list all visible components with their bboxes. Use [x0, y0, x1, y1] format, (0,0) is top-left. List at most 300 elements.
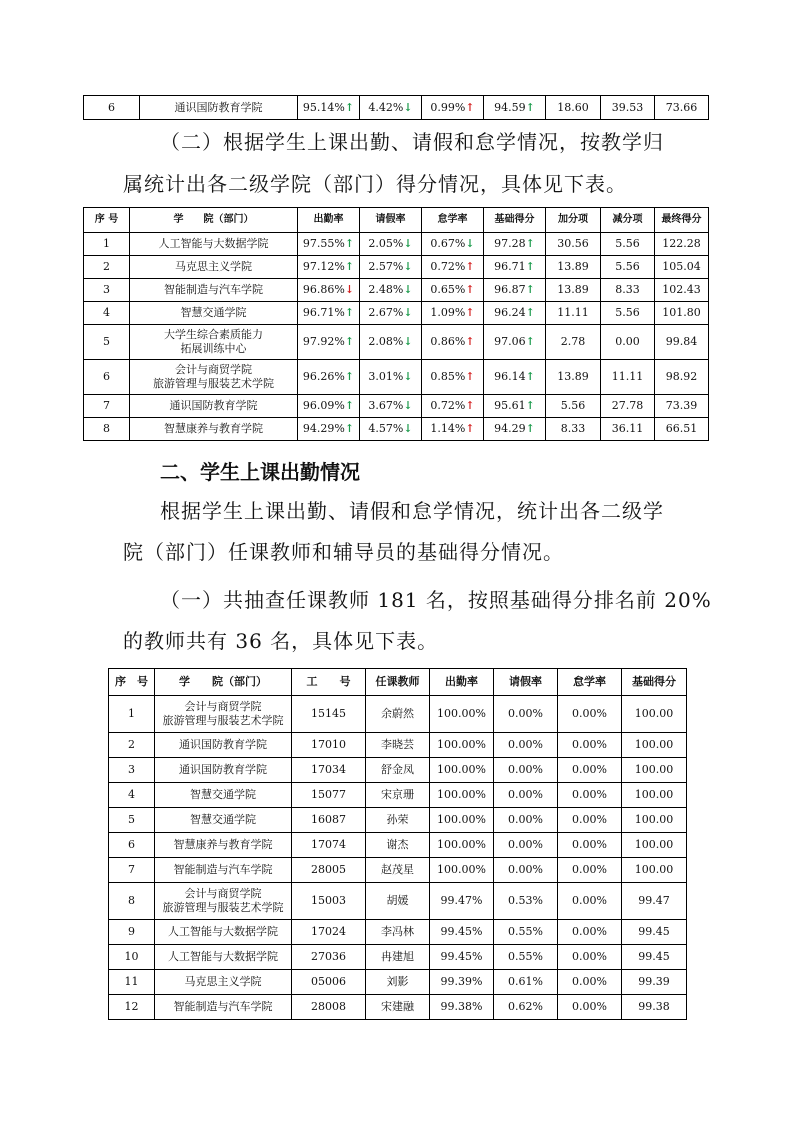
table-header-row	[84, 208, 709, 233]
teacher-name: 宋建融	[381, 1000, 414, 1014]
staff-id: 15077	[311, 788, 346, 802]
row-attend	[298, 325, 360, 360]
college-name: 通识国防教育学院	[169, 399, 258, 413]
row-base	[484, 302, 546, 325]
row-no	[109, 920, 155, 945]
college-name-line2: 拓展训练中心	[180, 342, 247, 355]
staff-id: 15003	[311, 894, 346, 908]
base-value: 99.39	[638, 975, 670, 989]
leave-value: 0.00%	[508, 788, 543, 802]
column-header: 学 院（部门）	[130, 208, 298, 233]
college-name: 通识国防教育学院	[179, 738, 267, 752]
staff-id: 17010	[311, 738, 346, 752]
truant-value: 0.65%	[430, 283, 466, 297]
arrow-up-icon: ↑	[525, 399, 535, 413]
teacher-name: 李晓芸	[381, 738, 414, 752]
row-id	[292, 808, 366, 833]
attend-value: 100.00%	[437, 707, 486, 721]
row-final	[655, 233, 709, 256]
attend-value: 97.92%	[302, 335, 345, 349]
row-leave	[494, 733, 558, 758]
truant-value: 0.72%	[430, 399, 466, 413]
minus-value: 5.56	[615, 260, 640, 274]
row-final: 73.66	[655, 96, 709, 120]
row-teacher	[366, 920, 430, 945]
row-leave	[494, 783, 558, 808]
row-base	[484, 395, 546, 418]
row-attend	[430, 783, 494, 808]
row-truant	[422, 395, 484, 418]
leave-value: 2.57%	[368, 260, 404, 274]
arrow-up-icon: ↑	[525, 335, 535, 349]
college-name: 人工智能与大数据学院	[168, 925, 278, 939]
final-value: 73.39	[665, 399, 698, 413]
college-name: 会计与商贸学院	[175, 363, 252, 377]
table-row	[109, 758, 687, 783]
column-header: 减分项	[601, 208, 655, 233]
base-value: 96.87	[494, 283, 526, 297]
row-leave	[494, 995, 558, 1020]
arrow-up-icon: ↑	[525, 283, 535, 297]
row-base	[484, 360, 546, 395]
table-row	[109, 733, 687, 758]
row-id	[292, 995, 366, 1020]
row-college	[155, 970, 292, 995]
base-value: 100.00	[634, 863, 674, 877]
row-leave	[494, 945, 558, 970]
row-leave	[494, 808, 558, 833]
college-name: 智慧交通学院	[190, 788, 256, 802]
arrow-up-icon: ↑	[344, 399, 355, 413]
row-base	[484, 233, 546, 256]
column-header: 序 号	[109, 669, 155, 696]
table-row	[109, 945, 687, 970]
minus-value: 5.56	[615, 237, 640, 251]
teacher-name: 李冯林	[381, 925, 414, 939]
row-teacher	[366, 696, 430, 733]
row-plus	[546, 325, 601, 360]
leave-value: 0.53%	[508, 894, 543, 908]
arrow-down-icon: ↓	[403, 237, 413, 251]
row-no	[84, 418, 130, 441]
row-college	[130, 325, 298, 360]
college-name: 马克思主义学院	[175, 260, 252, 274]
row-truant	[558, 808, 622, 833]
row-minus: 39.53	[601, 96, 655, 120]
column-header: 任课教师	[366, 669, 430, 696]
row-minus	[601, 360, 655, 395]
truant-value: 0.00%	[572, 975, 607, 989]
row-leave	[494, 758, 558, 783]
arrow-up-icon: ↑	[525, 237, 535, 251]
college-score-table	[83, 207, 709, 441]
truant-value: 0.00%	[572, 738, 607, 752]
arrow-down-icon: ↓	[403, 399, 413, 413]
college-name: 智慧交通学院	[180, 306, 247, 320]
table-row	[84, 418, 709, 441]
row-truant	[558, 970, 622, 995]
attend-value: 99.45%	[440, 925, 483, 939]
arrow-up-icon: ↑	[344, 335, 355, 349]
row-college	[155, 995, 292, 1020]
staff-id: 15145	[311, 707, 346, 721]
arrow-up-icon: ↑	[465, 100, 475, 114]
base-value: 100.00	[634, 788, 674, 802]
arrow-up-icon: ↑	[525, 100, 535, 114]
row-id	[292, 783, 366, 808]
arrow-up-icon: ↑	[465, 335, 475, 349]
table-row	[84, 96, 709, 120]
column-header: 怠学率	[558, 669, 622, 696]
final-value: 66.51	[665, 422, 698, 436]
row-attend	[298, 233, 360, 256]
row-base: 94.59↑	[484, 96, 546, 120]
truant-value: 0.00%	[572, 950, 607, 964]
teacher-table	[108, 668, 687, 1020]
minus-value: 36.11	[611, 422, 644, 436]
teacher-name: 赵茂星	[381, 863, 414, 877]
table-row	[109, 783, 687, 808]
truant-value: 1.14%	[430, 422, 466, 436]
college-name-line2: 旅游管理与服装艺术学院	[162, 901, 284, 914]
leave-value: 0.00%	[508, 838, 543, 852]
final-value: 122.28	[662, 237, 701, 251]
final-value: 98.92	[665, 370, 698, 384]
row-no	[109, 783, 155, 808]
row-attend	[430, 883, 494, 920]
final-value: 101.80	[662, 306, 701, 320]
teacher-name: 胡媛	[386, 894, 409, 908]
college-name-line2: 旅游管理与服装艺术学院	[153, 377, 274, 390]
row-no	[109, 858, 155, 883]
row-minus	[601, 395, 655, 418]
arrow-up-icon: ↑	[525, 370, 535, 384]
attend-value: 96.09%	[302, 399, 345, 413]
staff-id: 28005	[311, 863, 346, 877]
row-attend	[298, 256, 360, 279]
table-row	[84, 395, 709, 418]
row-no-text: 6	[103, 370, 110, 384]
table-row	[109, 883, 687, 920]
row-base	[622, 696, 687, 733]
row-truant	[558, 945, 622, 970]
arrow-up-icon: ↑	[344, 306, 355, 320]
column-header: 出勤率	[430, 669, 494, 696]
row-base	[484, 418, 546, 441]
truant-value: 0.00%	[572, 1000, 607, 1014]
base-value: 99.45	[638, 950, 670, 964]
column-header: 序 号	[84, 208, 130, 233]
teacher-name: 冉建旭	[381, 950, 414, 964]
row-no-text: 1	[103, 237, 110, 251]
row-plus	[546, 302, 601, 325]
truant-value: 0.86%	[430, 335, 466, 349]
row-no-text: 8	[128, 894, 135, 908]
table-row	[84, 325, 709, 360]
college-name: 通识国防教育学院	[179, 763, 267, 777]
plus-value: 11.11	[557, 306, 589, 320]
arrow-up-icon: ↑	[465, 370, 475, 384]
attend-value: 100.00%	[437, 838, 486, 852]
row-no	[109, 945, 155, 970]
row-truant	[558, 783, 622, 808]
row-college	[155, 808, 292, 833]
leave-value: 2.48%	[368, 283, 404, 297]
row-truant	[422, 360, 484, 395]
row-no-text: 4	[128, 788, 135, 802]
table-row	[109, 858, 687, 883]
row-base	[484, 256, 546, 279]
minus-value: 8.33	[615, 283, 640, 297]
row-base	[622, 883, 687, 920]
row-id	[292, 696, 366, 733]
row-attend	[298, 360, 360, 395]
staff-id: 16087	[311, 813, 346, 827]
base-value: 100.00	[634, 813, 674, 827]
row-minus	[601, 302, 655, 325]
table-row	[84, 233, 709, 256]
leave-value: 0.61%	[508, 975, 543, 989]
attend-value: 99.38%	[440, 1000, 483, 1014]
row-truant	[558, 696, 622, 733]
row-leave: 4.42%↓	[360, 96, 422, 120]
row-base	[622, 783, 687, 808]
truant-value: 0.85%	[430, 370, 466, 384]
row-final	[655, 360, 709, 395]
row-truant	[422, 233, 484, 256]
base-value: 99.47	[638, 894, 670, 908]
arrow-up-icon: ↑	[465, 422, 475, 436]
row-attend	[298, 279, 360, 302]
minus-value: 0.00	[615, 335, 640, 349]
attend-value: 100.00%	[437, 863, 486, 877]
truant-value: 1.09%	[430, 306, 466, 320]
arrow-up-icon: ↑	[465, 399, 475, 413]
row-final	[655, 418, 709, 441]
leave-value: 0.00%	[508, 863, 543, 877]
base-value: 96.71	[494, 260, 526, 274]
row-attend	[430, 808, 494, 833]
attend-value: 97.55%	[302, 237, 345, 251]
row-id	[292, 970, 366, 995]
truant-value: 0.00%	[572, 863, 607, 877]
row-truant	[558, 995, 622, 1020]
final-value: 105.04	[662, 260, 701, 274]
paragraph-line: 的教师共有 36 名，具体见下表。	[123, 629, 439, 653]
base-value: 97.06	[494, 335, 526, 349]
column-header: 请假率	[360, 208, 422, 233]
row-teacher	[366, 783, 430, 808]
leave-value: 0.55%	[508, 950, 543, 964]
college-name: 大学生综合素质能力	[164, 328, 263, 342]
row-no	[84, 395, 130, 418]
plus-value: 5.56	[560, 399, 586, 413]
college-name: 智慧康养与教育学院	[173, 838, 273, 852]
row-college	[130, 302, 298, 325]
base-value: 100.00	[634, 838, 674, 852]
attend-value: 99.45%	[440, 950, 483, 964]
row-college	[155, 833, 292, 858]
row-no	[84, 360, 130, 395]
row-no	[84, 302, 130, 325]
arrow-up-icon: ↑	[344, 370, 355, 384]
leave-value: 0.55%	[508, 925, 543, 939]
row-minus	[601, 233, 655, 256]
row-college	[155, 883, 292, 920]
truant-value: 0.00%	[572, 813, 607, 827]
row-leave	[494, 970, 558, 995]
row-no	[109, 833, 155, 858]
minus-value: 11.11	[611, 370, 644, 384]
row-plus	[546, 360, 601, 395]
row-no	[109, 758, 155, 783]
row-leave	[360, 418, 422, 441]
college-name: 人工智能与大数据学院	[158, 237, 269, 251]
row-no	[109, 733, 155, 758]
row-no-text: 5	[103, 335, 110, 349]
column-header: 工 号	[292, 669, 366, 696]
column-header: 学 院（部门）	[155, 669, 292, 696]
row-base	[622, 945, 687, 970]
row-leave	[494, 858, 558, 883]
row-no-text: 9	[128, 925, 135, 939]
college-name-line2: 旅游管理与服装艺术学院	[162, 714, 284, 727]
row-plus	[546, 395, 601, 418]
row-base	[622, 758, 687, 783]
teacher-name: 余蔚然	[381, 707, 414, 721]
leave-value: 3.67%	[368, 399, 404, 413]
row-leave	[360, 360, 422, 395]
base-value: 96.24	[494, 306, 526, 320]
row-no-text: 2	[128, 738, 135, 752]
paragraph-line: 院（部门）任课教师和辅导员的基础得分情况。	[123, 540, 564, 564]
leave-value: 0.00%	[508, 763, 543, 777]
leave-value: 0.62%	[508, 1000, 543, 1014]
row-base	[484, 279, 546, 302]
row-minus	[601, 279, 655, 302]
column-header: 加分项	[546, 208, 601, 233]
row-no-text: 12	[124, 1000, 139, 1014]
minus-value: 5.56	[615, 306, 640, 320]
row-no-text: 5	[128, 813, 135, 827]
row-college	[130, 233, 298, 256]
row-final	[655, 395, 709, 418]
row-leave	[360, 279, 422, 302]
row-no	[84, 233, 130, 256]
row-truant	[422, 256, 484, 279]
row-teacher	[366, 833, 430, 858]
row-base	[622, 920, 687, 945]
row-attend	[430, 945, 494, 970]
row-no	[109, 995, 155, 1020]
arrow-up-icon: ↑	[344, 260, 355, 274]
row-no-text: 3	[128, 763, 135, 777]
base-value: 95.61	[494, 399, 526, 413]
row-attend	[430, 920, 494, 945]
row-base	[622, 970, 687, 995]
row-teacher	[366, 970, 430, 995]
row-college	[130, 256, 298, 279]
college-name: 会计与商贸学院	[184, 887, 262, 901]
plus-value: 2.78	[560, 335, 586, 349]
row-no	[109, 696, 155, 733]
row-college	[155, 945, 292, 970]
teacher-name: 谢杰	[386, 838, 409, 852]
row-leave	[360, 325, 422, 360]
college-name: 智能制造与汽车学院	[173, 1000, 273, 1014]
staff-id: 17024	[311, 925, 346, 939]
row-no	[109, 970, 155, 995]
row-base	[622, 733, 687, 758]
row-truant: 0.99%↑	[422, 96, 484, 120]
college-name: 智能制造与汽车学院	[164, 283, 263, 297]
base-value: 94.29	[494, 422, 526, 436]
row-no-text: 10	[124, 950, 139, 964]
table-row	[109, 696, 687, 733]
row-leave	[494, 833, 558, 858]
row-id	[292, 733, 366, 758]
row-no	[84, 325, 130, 360]
final-value: 102.43	[662, 283, 701, 297]
row-truant	[422, 418, 484, 441]
arrow-up-icon: ↑	[465, 283, 475, 297]
table-row	[109, 970, 687, 995]
attend-value: 100.00%	[437, 763, 486, 777]
plus-value: 13.89	[557, 283, 589, 297]
top-table	[83, 95, 709, 120]
leave-value: 0.00%	[508, 813, 543, 827]
base-value: 97.28	[494, 237, 526, 251]
row-college	[130, 360, 298, 395]
minus-value: 27.78	[611, 399, 644, 413]
paragraph-line: 属统计出各二级学院（部门）得分情况，具体见下表。	[123, 172, 627, 196]
row-id	[292, 945, 366, 970]
row-no-text: 11	[124, 975, 139, 989]
row-no-text: 4	[103, 306, 110, 320]
plus-value: 13.89	[557, 260, 589, 274]
leave-value: 2.67%	[368, 306, 404, 320]
arrow-down-icon: ↓	[403, 335, 413, 349]
staff-id: 17034	[311, 763, 346, 777]
leave-value: 2.08%	[368, 335, 404, 349]
row-leave	[494, 883, 558, 920]
staff-id: 28008	[311, 1000, 346, 1014]
leave-value: 2.05%	[368, 237, 404, 251]
row-truant	[422, 325, 484, 360]
row-base	[622, 995, 687, 1020]
row-attend	[298, 418, 360, 441]
row-attend	[298, 302, 360, 325]
plus-value: 30.56	[557, 237, 589, 251]
row-base	[622, 808, 687, 833]
row-teacher	[366, 733, 430, 758]
row-leave	[360, 233, 422, 256]
arrow-up-icon: ↑	[344, 100, 355, 114]
row-final	[655, 279, 709, 302]
table-row	[109, 833, 687, 858]
column-header: 最终得分	[655, 208, 709, 233]
row-final	[655, 302, 709, 325]
row-plus	[546, 233, 601, 256]
college-name: 智慧康养与教育学院	[164, 422, 263, 436]
leave-value: 3.01%	[368, 370, 404, 384]
row-college	[155, 758, 292, 783]
row-attend	[298, 395, 360, 418]
attend-value: 94.29%	[302, 422, 345, 436]
arrow-up-icon: ↑	[465, 306, 475, 320]
table-header-row	[109, 669, 687, 696]
paragraph-line: 根据学生上课出勤、请假和怠学情况，统计出各二级学	[160, 499, 664, 523]
